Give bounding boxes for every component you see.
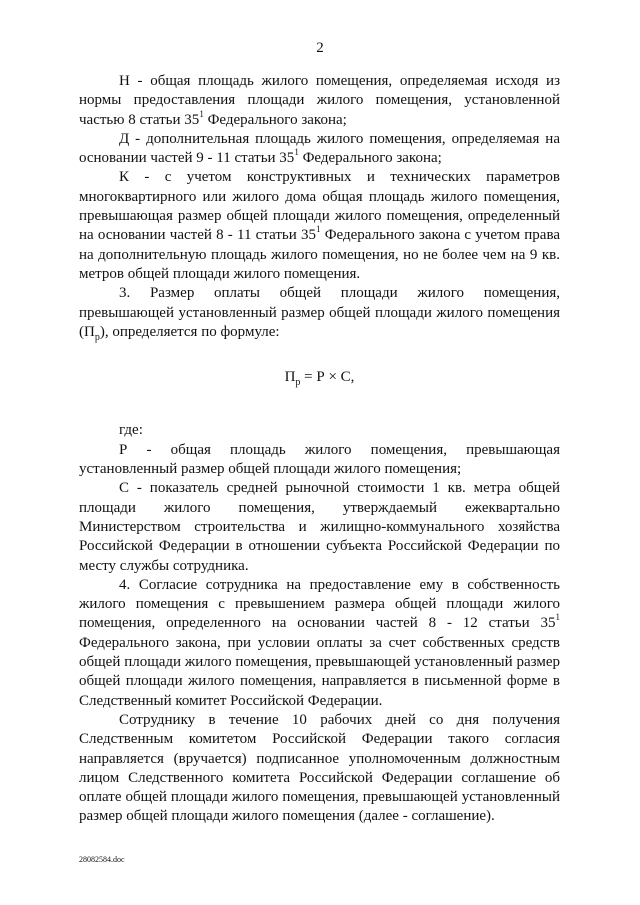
definition-p-text: общая площадь жилого помещения, превышающая установленный размер общей площади жилого помещения; (79, 441, 560, 478)
definition-k-text: с учетом конструктивных и технических параметров многоквартирного или жилого дома общая площадь жилого помещения, превышающая размер общей площади жилого помещения, определенный на основании частей 8 - 11 статьи 35 (79, 169, 560, 244)
definition-k-end: Федерального закона с учетом права на дополнительную площадь жилого помещения, но не более чем на 9 кв. метров общей площади жилого помещения. (79, 227, 561, 282)
paragraph-3-end: ), определяется по формуле: (99, 323, 280, 340)
definition-h-end: Федерального закона; (203, 111, 347, 128)
paragraph-3-text: 3. Размер оплаты общей площади жилого помещения, превышающей установленный размер общей площади жилого помещения (П (79, 285, 560, 340)
paragraph-4-end: Федерального закона, при условии оплаты за счет собственных средств общей площади жилого помещения, превышающей установленный размер общей площади жилого помещения, направляется в письменной форме в Следственный комитет Российской Федерации. (79, 634, 560, 709)
definition-d-text: дополнительная площадь жилого помещения, определяемая на основании частей 9 - 11 статьи 35 (79, 130, 560, 167)
document-body (79, 72, 560, 827)
paragraph-3 (79, 284, 560, 347)
definition-h-symbol: Н - (119, 73, 151, 89)
formula-lhs-sub: р (295, 377, 301, 389)
formula (79, 368, 560, 392)
definition-h (79, 72, 560, 130)
definition-d (79, 130, 560, 169)
paragraph-4-sup: 1 (555, 612, 560, 623)
definition-d-symbol: Д - (119, 130, 147, 147)
footer-filename: 28082584.doc (79, 855, 125, 864)
definition-k-symbol: К - (119, 169, 165, 186)
paragraph-3-sub: р (94, 331, 100, 343)
page-number: 2 (316, 40, 324, 56)
formula-rhs: = Р × С, (300, 369, 355, 386)
definition-k (79, 168, 560, 284)
definition-k-sup: 1 (315, 224, 321, 235)
definition-c-symbol: С - (119, 480, 150, 497)
definition-d-end: Федерального закона; (298, 150, 442, 167)
paragraph-4 (79, 576, 560, 711)
definition-p-symbol: Р - (119, 441, 171, 458)
definition-h-sup: 1 (199, 108, 204, 119)
definition-p (79, 441, 560, 480)
definition-c-text: показатель средней рыночной стоимости 1 кв. метра общей площади жилого помещения, утверждаемый ежеквартально Министерством строительства и жилищно-коммунального хозяйства Российской Федерации в отношении субъекта Российской Федерации по месту службы сотрудника. (79, 480, 560, 574)
formula-lhs: П (284, 369, 296, 386)
where-label: где: (119, 422, 143, 439)
definition-c (79, 479, 560, 575)
definition-d-sup: 1 (294, 147, 299, 158)
definition-h-text: общая площадь жилого помещения, определяемая исходя из нормы предоставления площади жилого помещения, установленной частью 8 статьи 35 (79, 73, 560, 128)
paragraph-4-text: 4. Согласие сотрудника на предоставление ему в собственность жилого помещения с превышением размера общей площади жилого помещения, определенного на основании частей 8 - 12 статьи 35 (79, 576, 560, 632)
paragraph-5: Сотруднику в течение 10 рабочих дней со дня получения Следственным комитетом Российской Федерации такого согласия направляется (вручается) подписанное уполномоченным должностным лицом Следственного комитета Российской Федерации соглашение об оплате общей площади жилого помещения, превышающей установленный размер общей площади жилого помещения (далее - соглашение). (79, 711, 560, 825)
